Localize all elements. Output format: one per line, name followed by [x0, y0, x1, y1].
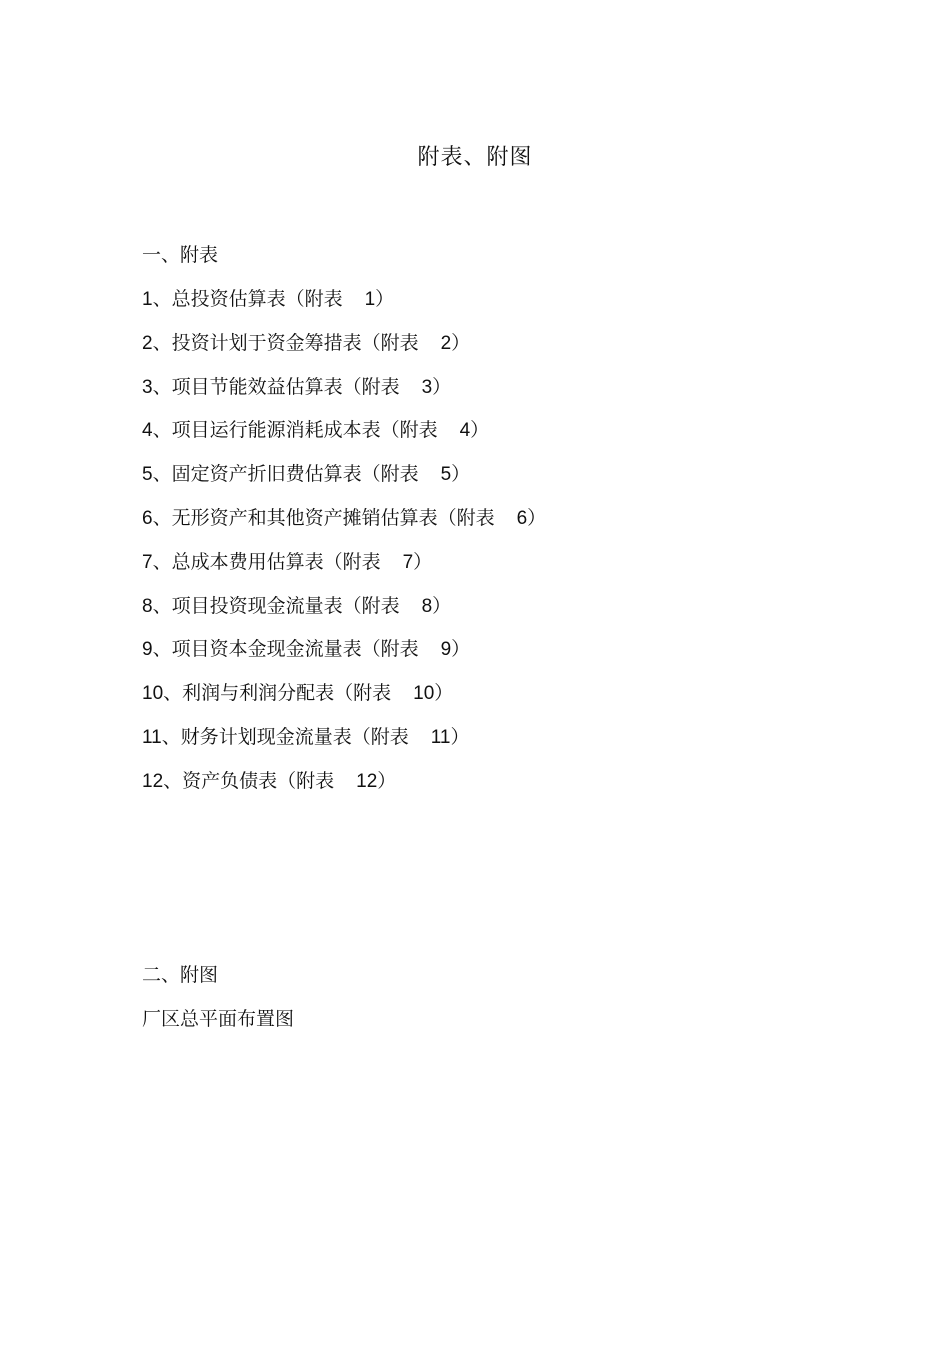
list-item — [142, 372, 842, 402]
item-title: 、财务计划现金流量表（附表 — [161, 725, 409, 748]
item-number: 4 — [142, 420, 153, 442]
item-number: 5 — [142, 464, 153, 486]
list-item — [142, 1004, 842, 1034]
item-number: 1 — [142, 289, 153, 310]
appendix-figures-section — [142, 960, 842, 1048]
item-title: 、总成本费用估算表（附表 — [152, 550, 381, 573]
appendix-tables-section — [142, 240, 842, 810]
item-title: 厂区总平面布置图 — [142, 1008, 295, 1030]
list-item — [142, 284, 842, 314]
item-number: 6 — [142, 507, 153, 529]
list-item — [142, 415, 842, 445]
list-item — [142, 591, 842, 621]
list-item — [142, 678, 842, 708]
section-heading: 二、附图 — [142, 964, 219, 986]
item-reference: 12） — [356, 770, 397, 792]
item-reference: 4） — [459, 420, 490, 442]
item-reference: 11） — [430, 726, 470, 748]
item-title: 、投资计划于资金筹措表（附表 — [152, 331, 419, 354]
item-reference: 10） — [413, 683, 454, 705]
item-number: 7 — [142, 551, 153, 573]
item-title: 、项目运行能源消耗成本表（附表 — [152, 419, 438, 442]
item-reference: 7） — [402, 551, 433, 573]
item-number: 10 — [142, 683, 164, 705]
item-number: 8 — [142, 595, 153, 617]
item-title: 、利润与利润分配表（附表 — [163, 682, 392, 705]
item-reference: 9） — [440, 639, 471, 661]
item-title: 、无形资产和其他资产摊销估算表（附表 — [152, 506, 495, 529]
list-item — [142, 722, 842, 752]
section-heading: 一、附表 — [142, 244, 219, 266]
item-reference: 8） — [421, 595, 452, 617]
item-reference: 1） — [364, 289, 395, 310]
page-title: 附表、附图 — [417, 145, 533, 170]
item-reference: 5） — [440, 464, 471, 486]
list-item — [142, 503, 842, 533]
item-number: 2 — [142, 332, 153, 354]
item-title: 、项目投资现金流量表（附表 — [152, 594, 400, 617]
item-reference: 2） — [440, 332, 471, 354]
list-item — [142, 634, 842, 664]
list-item — [142, 328, 842, 358]
item-number: 12 — [142, 770, 164, 792]
appendix-figure-list — [142, 1004, 842, 1034]
list-item — [142, 766, 842, 796]
item-number: 3 — [142, 376, 153, 398]
item-title: 、固定资产折旧费估算表（附表 — [152, 463, 419, 486]
item-reference: 3） — [421, 376, 452, 398]
item-title: 、项目节能效益估算表（附表 — [152, 375, 400, 398]
item-number: 9 — [142, 639, 153, 661]
list-item — [142, 459, 842, 489]
item-title: 、资产负债表（附表 — [163, 769, 335, 792]
item-title: 、总投资估算表（附表 — [152, 288, 343, 310]
appendix-table-list — [142, 284, 842, 796]
item-title: 、项目资本金现金流量表（附表 — [152, 638, 419, 661]
item-number: 11 — [142, 726, 162, 748]
list-item — [142, 547, 842, 577]
item-reference: 6） — [516, 507, 547, 529]
